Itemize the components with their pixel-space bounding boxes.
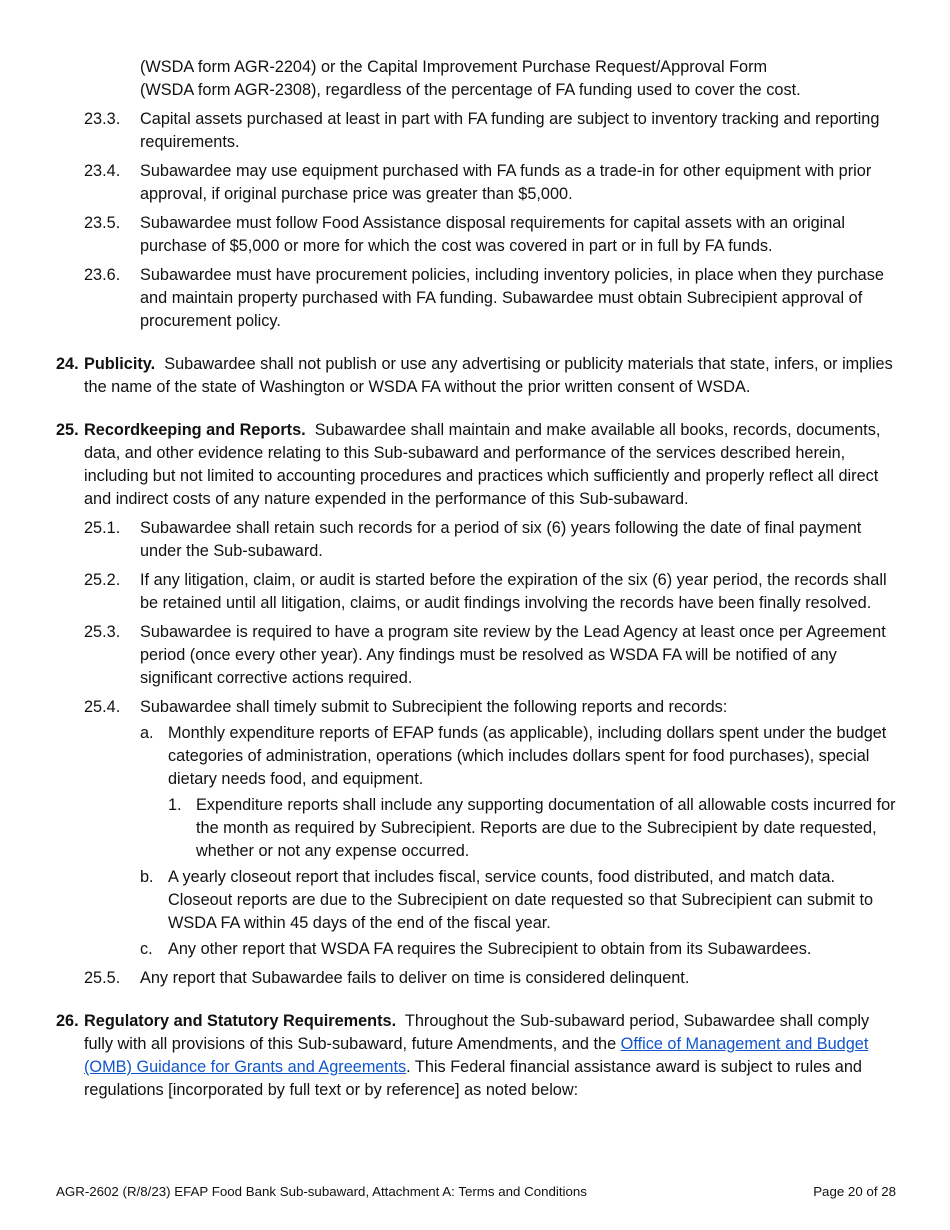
document-body bbox=[56, 56, 896, 1102]
section-heading: Recordkeeping and Reports. bbox=[84, 421, 306, 439]
item-letter: c. bbox=[140, 940, 153, 958]
item-text: If any litigation, claim, or audit is started before the expiration of the six (6) year period, the records shall be retained until all litigation, claims, or audit findings involving the records have been finally resolved. bbox=[140, 571, 887, 612]
list-item-25-4-b bbox=[56, 866, 896, 935]
section-number: 25. bbox=[56, 421, 79, 439]
item-number: 25.4. bbox=[84, 698, 121, 716]
list-item-23-4 bbox=[56, 160, 896, 206]
item-letter: b. bbox=[140, 868, 154, 886]
section-text-after-link: . This Federal financial assistance award is subject to rules and regulations [incorporated by full text or by reference] as noted below: bbox=[84, 1058, 862, 1099]
item-number: 25.5. bbox=[84, 969, 121, 987]
list-item-23-5 bbox=[56, 212, 896, 258]
item-number: 23.5. bbox=[84, 214, 121, 232]
item-letter: a. bbox=[140, 724, 154, 742]
item-text: Subawardee shall retain such records for a period of six (6) years following the date of final payment under the Sub-subaward. bbox=[140, 519, 862, 560]
omb-guidance-link[interactable]: Office of Management and Budget (OMB) Guidance for Grants and Agreements bbox=[84, 1035, 869, 1076]
section-text: Subawardee shall not publish or use any advertising or publicity materials that state, infers, or implies the name of the state of Washington or WSDA FA without the prior written consent of WSDA. bbox=[84, 355, 893, 396]
list-item-25-4-a-1 bbox=[56, 794, 896, 863]
list-item-25-4-a bbox=[56, 722, 896, 791]
item-number: 1. bbox=[168, 796, 182, 814]
item-number: 23.6. bbox=[84, 266, 121, 284]
section-text: Subawardee shall maintain and make available all books, records, documents, data, and other evidence relating to this Sub-subaward and performance of the services described herein, including but not limited to accounting procedures and practices which sufficiently and properly reflect all direct and indirect costs of any nature expended in the performance of this Sub-subaward. bbox=[84, 421, 881, 508]
list-item-23-3 bbox=[56, 108, 896, 154]
item-text: Expenditure reports shall include any supporting documentation of all allowable costs incurred for the month as required by Subrecipient. Reports are due to the Subrecipient by date requested, whether or not any expense occurred. bbox=[196, 796, 896, 860]
item-text: Subawardee is required to have a program site review by the Lead Agency at least once per Agreement period (once every other year). Any findings must be resolved as WSDA FA will be notified of any significant corrective actions required. bbox=[140, 623, 886, 687]
section-heading: Publicity. bbox=[84, 355, 156, 373]
item-number: 23.3. bbox=[84, 110, 121, 128]
item-text: Capital assets purchased at least in part with FA funding are subject to inventory tracking and reporting requirements. bbox=[140, 110, 880, 151]
list-item-25-1 bbox=[56, 517, 896, 563]
item-text: A yearly closeout report that includes fiscal, service counts, food distributed, and match data. Closeout reports are due to the Subrecipient on date requested so that Subrecipient can submit to WSDA FA within 45 days of the end of the fiscal year. bbox=[168, 868, 874, 932]
item-number: 25.1. bbox=[84, 519, 121, 537]
list-item-25-2 bbox=[56, 569, 896, 615]
continuation-line-2: (WSDA form AGR-2308), regardless of the percentage of FA funding used to cover the cost. bbox=[140, 81, 801, 99]
item-text: Subawardee shall timely submit to Subrecipient the following reports and records: bbox=[140, 698, 728, 716]
item-text: Any report that Subawardee fails to deliver on time is considered delinquent. bbox=[140, 969, 690, 987]
footer-form-title: AGR-2602 (R/8/23) EFAP Food Bank Sub-subaward, Attachment A: Terms and Conditions bbox=[56, 1184, 587, 1199]
section-26-regulatory bbox=[56, 1010, 896, 1102]
item-text: Subawardee must have procurement policies, including inventory policies, in place when they purchase and maintain property purchased with FA funding. Subawardee must obtain Subrecipient approval of procurement policy. bbox=[140, 266, 884, 330]
section-text-before-link: Throughout the Sub-subaward period, Subawardee shall comply fully with all provisions of this Sub-subaward, future Amendments, and the bbox=[84, 1012, 870, 1053]
item-text: Subawardee must follow Food Assistance disposal requirements for capital assets with an original purchase of $5,000 or more for which the cost was covered in part or in full by FA funds. bbox=[140, 214, 845, 255]
section-24-publicity bbox=[56, 353, 896, 399]
continuation-paragraph bbox=[56, 56, 896, 102]
section-number: 26. bbox=[56, 1012, 79, 1030]
section-25-recordkeeping bbox=[56, 419, 896, 511]
item-text: Monthly expenditure reports of EFAP funds (as applicable), including dollars spent under the budget categories of administration, operations (which includes dollars spent for food purchases), special dietary needs food, and equipment. bbox=[168, 724, 887, 788]
item-number: 25.2. bbox=[84, 571, 121, 589]
list-item-25-4-c bbox=[56, 938, 896, 961]
footer-page-number: Page 20 of 28 bbox=[813, 1184, 896, 1199]
item-number: 25.3. bbox=[84, 623, 121, 641]
item-text: Subawardee may use equipment purchased with FA funds as a trade-in for other equipment with prior approval, if original purchase price was greater than $5,000. bbox=[140, 162, 872, 203]
continuation-line-1: (WSDA form AGR-2204) or the Capital Improvement Purchase Request/Approval Form bbox=[140, 58, 768, 76]
list-item-25-5 bbox=[56, 967, 896, 990]
item-text: Any other report that WSDA FA requires the Subrecipient to obtain from its Subawardees. bbox=[168, 940, 812, 958]
section-heading: Regulatory and Statutory Requirements. bbox=[84, 1012, 397, 1030]
list-item-25-3 bbox=[56, 621, 896, 690]
section-number: 24. bbox=[56, 355, 79, 373]
list-item-23-6 bbox=[56, 264, 896, 333]
list-item-25-4 bbox=[56, 696, 896, 719]
item-number: 23.4. bbox=[84, 162, 121, 180]
